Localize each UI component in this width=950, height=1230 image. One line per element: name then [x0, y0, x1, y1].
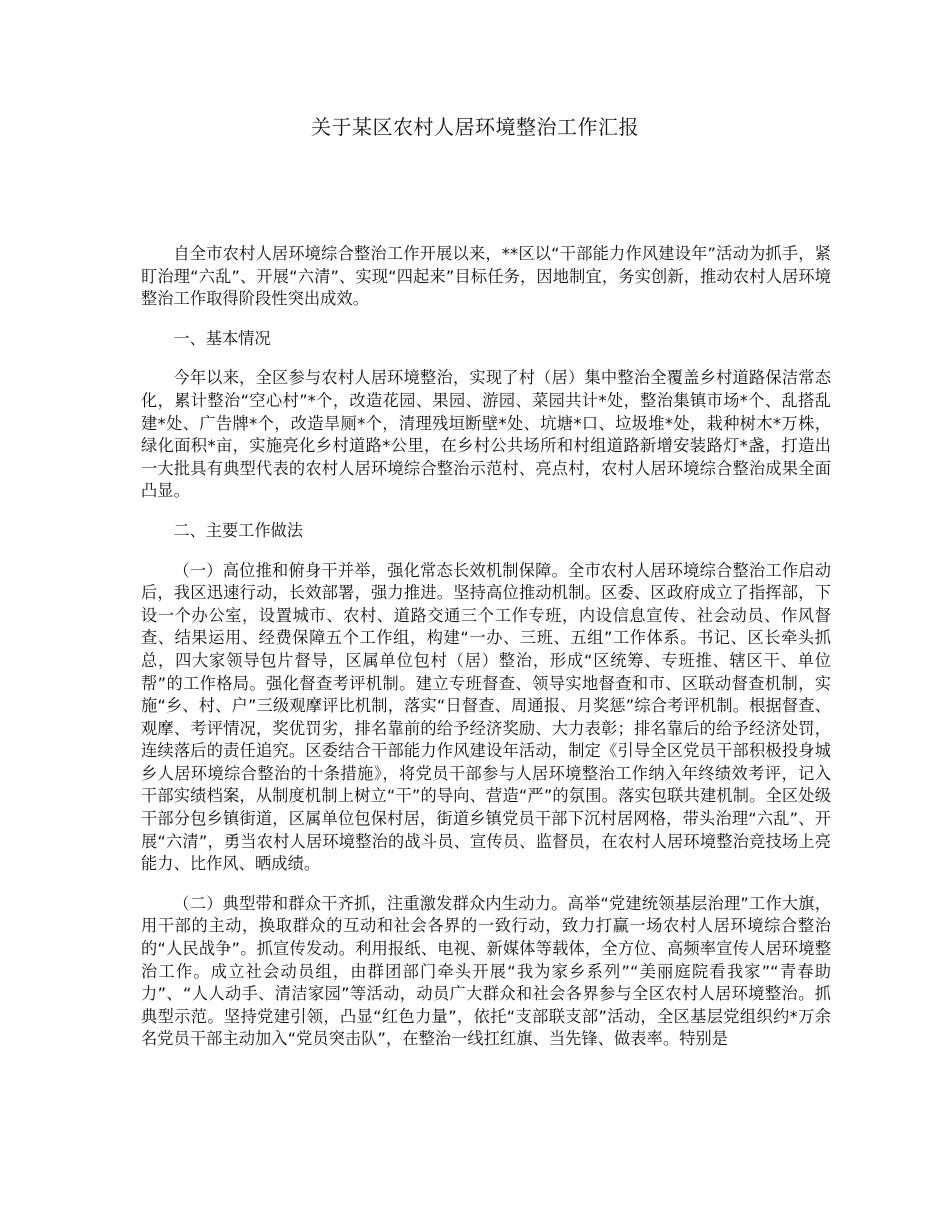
intro-paragraph: 自全市农村人居环境综合整治工作开展以来，**区以“干部能力作风建设年”活动为抓手，紧盯治理“六乱”、开展“六清”、实现“四起来”目标任务，因地制宜，务实创新，推动农村人居环境整治工作取得阶段性突出成效。 [141, 244, 831, 309]
document-title: 关于某区农村人居环境整治工作汇报 [311, 115, 639, 139]
practice-paragraph-1: （一）高位推和俯身干并举，强化常态长效机制保障。全市农村人居环境综合整治工作启动后，我区迅速行动，长效部署，强力推进。坚持高位推动机制。区委、区政府成立了指挥部，下设一个办公室，设置城市、农村、道路交通三个工作专班，内设信息宣传、社会动员、作风督查、结果运用、经费保障五个工作组，构建“一办、三班、五组”工作体系。书记、区长牵头抓总，四大家领导包片督导，区属单位包村（居）整治，形成“区统筹、专班推、辖区干、单位帮”的工作格局。强化督查考评机制。建立专班督查、领导实地督查和市、区联动督查机制，实施“乡、村、户”三级观摩评比机制，落实“日督查、周通报、月奖惩”综合考评机制。根据督查、观摩、考评情况，奖优罚劣，排名靠前的给予经济奖励、大力表彰；排名靠后的给予经济处罚，连续落后的责任追究。区委结合干部能力作风建设年活动，制定《引导全区党员干部积极投身城乡人居环境综合整治的十条措施》，将党员干部参与人居环境整治工作纳入年终绩效考评，记入干部实绩档案，从制度机制上树立“干”的导向、营造“严”的氛围。落实包联共建机制。全区处级干部分包乡镇街道，区属单位包保村居，街道乡镇党员干部下沉村居网格，带头治理“六乱”、开展“六清”，勇当农村人居环境整治的战斗员、宣传员、监督员，在农村人居环境整治竞技场上亮能力、比作风、晒成绩。 [141, 560, 831, 874]
section-heading-practices: 二、主要工作做法 [173, 520, 303, 540]
basic-situation-paragraph: 今年以来，全区参与农村人居环境整治，实现了村（居）集中整治全覆盖乡村道路保洁常态化，累计整治“空心村”*个，改造花园、果园、游园、菜园共计*处，整治集镇市场*个、乱搭乱建*处、广告牌*个，改造旱厕*个，清理残垣断壁*处、坑塘*口、垃圾堆*处，栽种树木*万株，绿化面积*亩，实施亮化乡村道路*公里，在乡村公共场所和村组道路新增安装路灯*盏，打造出一大批具有典型代表的农村人居环境综合整治示范村、亮点村，农村人居环境综合整治成果全面凸显。 [141, 368, 831, 501]
document-body [141, 243, 831, 1068]
section-heading-basic: 一、基本情况 [173, 328, 271, 348]
practice-paragraph-2: （二）典型带和群众干齐抓，注重激发群众内生动力。高举“党建统领基层治理”工作大旗，用干部的主动，换取群众的互动和社会各界的一致行动，致力打赢一场农村人居环境综合整治的“人民战争”。抓宣传发动。利用报纸、电视、新媒体等载体，全方位、高频率宣传人居环境整治工作。成立社会动员组，由群团部门牵头开展“我为家乡系列”“美丽庭院看我家”“青春助力”、“人人动手、清洁家园”等活动，动员广大群众和社会各界参与全区农村人居环境整治。抓典型示范。坚持党建引领，凸显“红色力量”，依托“支部联支部”活动，全区基层党组织约*万余名党员干部主动加入“党员突击队”，在整治一线扛红旗、当先锋、做表率。特别是 [141, 893, 831, 1049]
